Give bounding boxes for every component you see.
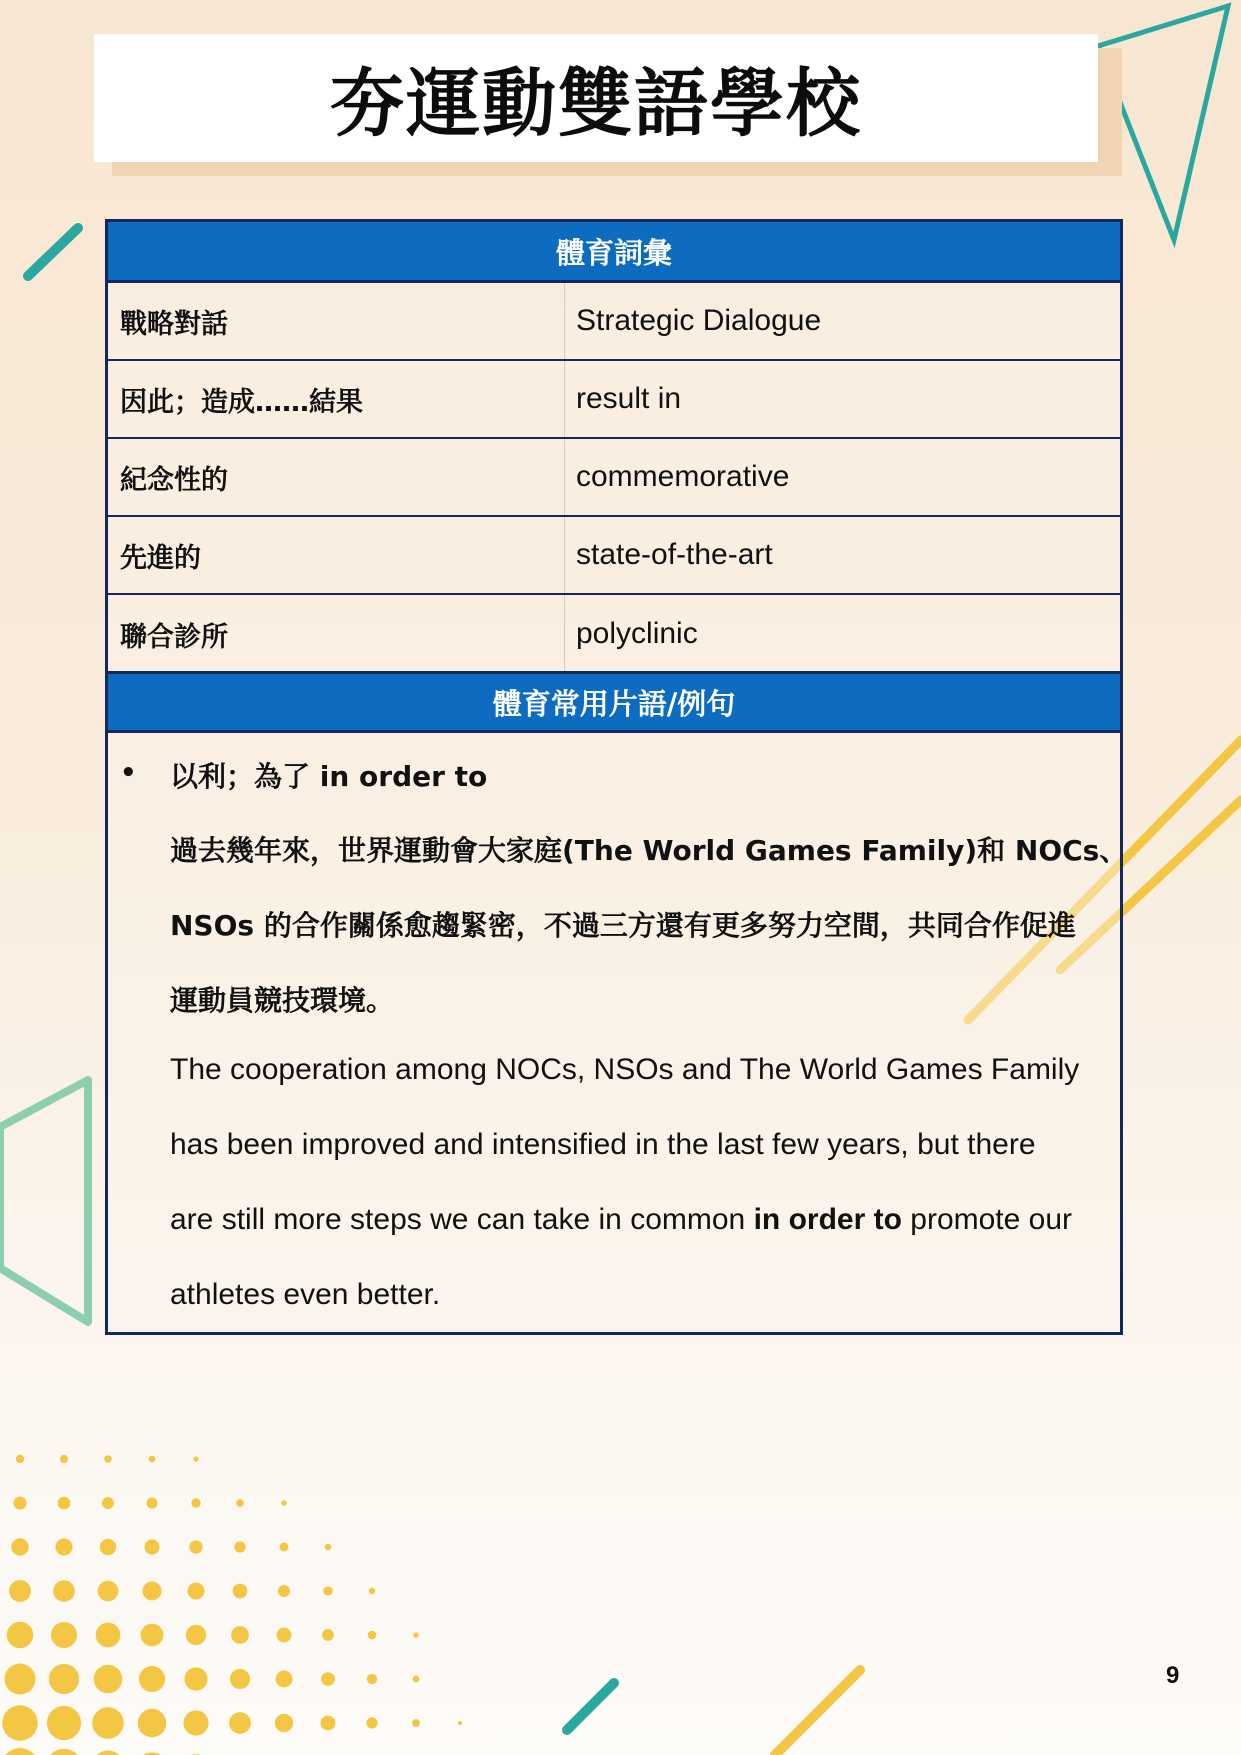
decorative-dot	[138, 1709, 166, 1737]
phrase-section	[108, 733, 1128, 1333]
decorative-dot	[58, 1497, 71, 1510]
decorative-dot	[412, 1719, 420, 1727]
decorative-dot	[413, 1632, 418, 1637]
vocab-en: commemorative	[576, 460, 790, 493]
decorative-dot	[233, 1584, 248, 1599]
decorative-dot	[458, 1721, 462, 1725]
decorative-dot	[368, 1631, 377, 1640]
decorative-dot	[5, 1664, 36, 1695]
phrase-title: 以利；為了 in order to	[170, 760, 488, 793]
vocab-zh: 因此；造成……結果	[120, 386, 363, 418]
decorative-dot	[187, 1582, 204, 1599]
page-title: 夯運動雙語學校	[330, 61, 862, 147]
decorative-dot	[51, 1622, 77, 1648]
decorative-dot	[94, 1665, 123, 1694]
decorative-dot	[147, 1498, 158, 1509]
vocab-en: Strategic Dialogue	[576, 304, 822, 337]
column-divider	[564, 361, 565, 437]
vocab-zh: 紀念性的	[120, 464, 228, 496]
decorative-dot	[281, 1500, 287, 1506]
example-en-segment: are still more steps we can take in common	[170, 1203, 746, 1236]
yellow-dash-bottom	[775, 1670, 860, 1755]
decorative-dot	[49, 1664, 79, 1694]
decorative-dot	[16, 1455, 24, 1463]
decorative-dot	[92, 1707, 124, 1739]
decorative-dot	[1, 1748, 39, 1755]
decorative-dot	[366, 1717, 377, 1728]
decorative-dot	[280, 1543, 289, 1552]
example-en-line: athletes even better.	[170, 1278, 441, 1311]
decorative-dot	[2, 1705, 37, 1740]
decorative-dot	[277, 1628, 292, 1643]
decorative-dot	[92, 1751, 125, 1755]
vocab-en: state-of-the-art	[576, 538, 773, 571]
phrases-header: 體育常用片語/例句	[108, 671, 1120, 733]
decorative-dot	[96, 1623, 121, 1648]
decorative-dot	[369, 1588, 375, 1594]
decorative-dot	[275, 1714, 293, 1732]
decorative-dot	[323, 1586, 332, 1595]
vocab-header: 體育詞彙	[108, 222, 1120, 283]
page-number: 9	[1166, 1662, 1180, 1689]
decorative-dot	[46, 1749, 82, 1755]
vocab-row	[108, 439, 1120, 517]
decorative-dot	[141, 1624, 164, 1647]
decorative-dot	[236, 1499, 244, 1507]
mint-triangle-outline	[0, 1080, 88, 1322]
title-banner	[94, 34, 1098, 162]
decorative-dot	[14, 1497, 27, 1510]
column-divider	[564, 283, 565, 359]
yellow-dot-pattern	[1, 1455, 462, 1755]
decorative-dot	[322, 1629, 334, 1641]
decorative-dot	[139, 1666, 165, 1692]
example-en-segment: promote our	[910, 1203, 1073, 1236]
decorative-dot	[413, 1676, 420, 1683]
decorative-dot	[231, 1626, 249, 1644]
decorative-dot	[325, 1544, 331, 1550]
decorative-dot	[100, 1539, 116, 1555]
decorative-dot	[184, 1667, 207, 1690]
decorative-dot	[149, 1456, 156, 1463]
bullet-marker: •	[120, 758, 137, 788]
teal-dash-bottom	[567, 1683, 614, 1730]
example-zh-line: 運動員競技環境。	[170, 984, 395, 1017]
decorative-dot	[234, 1541, 245, 1552]
decorative-dot	[9, 1580, 31, 1602]
example-en-line: has been improved and intensified in the last few years, but there	[170, 1128, 1036, 1161]
decorative-dot	[11, 1538, 28, 1555]
vocab-zh: 先進的	[120, 542, 201, 574]
decorative-dot	[321, 1672, 335, 1686]
decorative-dot	[7, 1622, 33, 1648]
vocab-row	[108, 595, 1120, 673]
column-divider	[564, 439, 565, 515]
vocab-en: result in	[576, 382, 682, 415]
column-divider	[564, 517, 565, 593]
decorative-dot	[189, 1540, 202, 1553]
example-zh-line: 過去幾年來，世界運動會大家庭(The World Games Family)和 NOCs、	[170, 834, 1128, 867]
decorative-dot	[191, 1498, 200, 1507]
vocab-zh: 戰略對話	[120, 308, 228, 340]
vocab-row	[108, 517, 1120, 595]
decorative-dot	[229, 1712, 251, 1734]
decorative-dot	[193, 1456, 198, 1461]
vocab-row	[108, 283, 1120, 361]
decorative-dot	[47, 1706, 81, 1740]
highlight-phrase: in order to	[753, 1203, 902, 1236]
decorative-dot	[183, 1710, 208, 1735]
example-en-line	[170, 1203, 1072, 1237]
decorative-dot	[321, 1716, 336, 1731]
decorative-dot	[98, 1581, 119, 1602]
example-en-line: The cooperation among NOCs, NSOs and The World Games Family	[170, 1053, 1080, 1086]
decorative-dot	[53, 1580, 75, 1602]
column-divider	[564, 595, 565, 673]
decorative-dot	[104, 1455, 112, 1463]
vocab-zh: 聯合診所	[120, 621, 228, 653]
teal-dash-top-left	[28, 228, 78, 276]
decorative-dot	[276, 1671, 293, 1688]
decorative-dot	[142, 1581, 161, 1600]
decorative-dot	[144, 1539, 159, 1554]
decorative-dot	[367, 1674, 377, 1684]
decorative-dot	[186, 1625, 206, 1645]
vocab-row	[108, 361, 1120, 439]
vocab-en: polyclinic	[576, 617, 698, 650]
decorative-dot	[60, 1455, 68, 1463]
decorative-dot	[102, 1497, 114, 1509]
decorative-dot	[230, 1669, 250, 1689]
example-zh-line: NSOs 的合作關係愈趨緊密，不過三方還有更多努力空間，共同合作促進	[170, 909, 1076, 942]
vocabulary-table	[105, 219, 1128, 1335]
decorative-dot	[278, 1585, 290, 1597]
decorative-dot	[55, 1538, 72, 1555]
